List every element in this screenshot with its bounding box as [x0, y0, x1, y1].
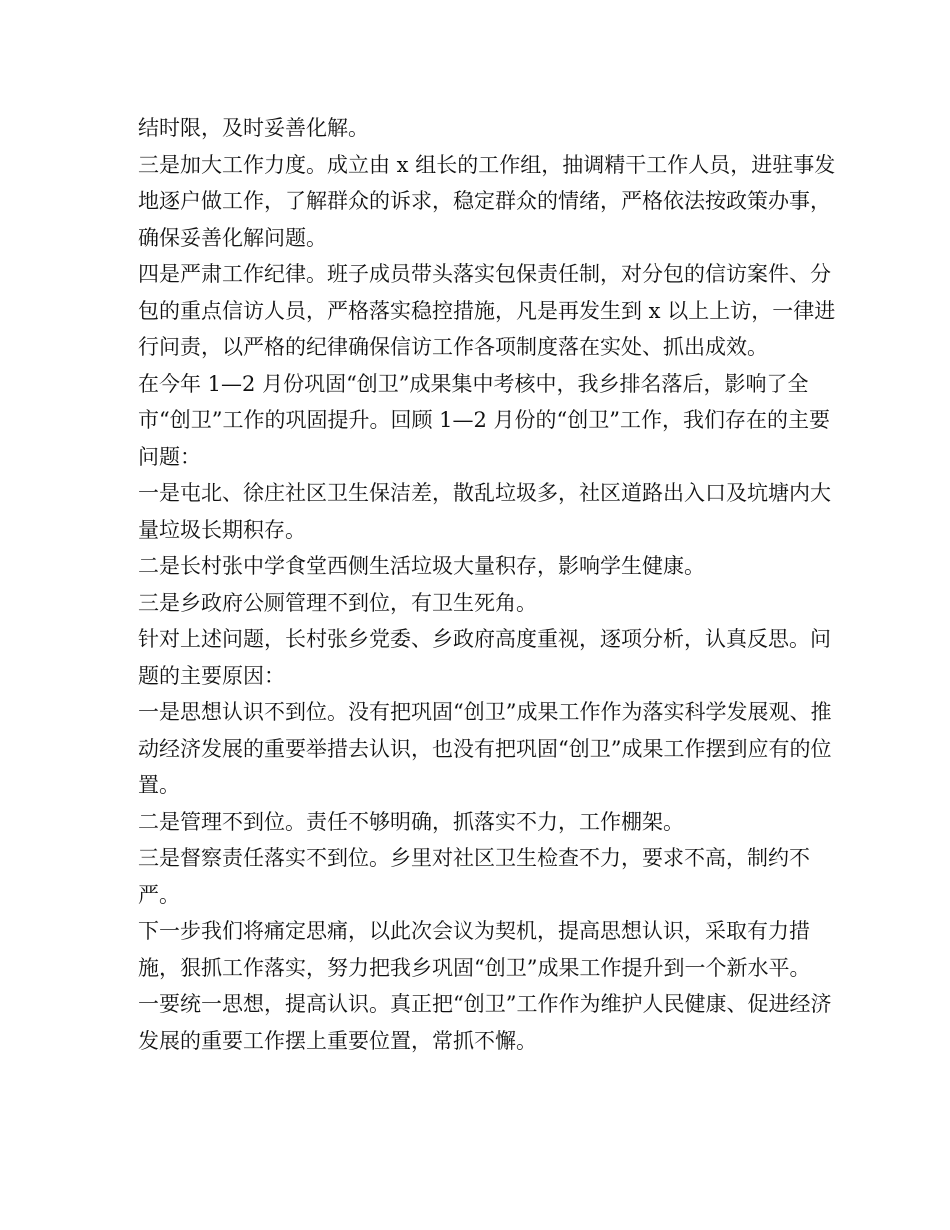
- paragraph: 一是屯北、徐庄社区卫生保洁差，散乱垃圾多，社区道路出入口及坑塘内大量垃圾长期积存。: [138, 481, 831, 542]
- paragraph: 二是管理不到位。责任不够明确，抓落实不力，工作棚架。: [138, 809, 684, 834]
- paragraph: 四是严肃工作纪律。班子成员带头落实包保责任制，对分包的信访案件、分包的重点信访人员，严格落实稳控措施，凡是再发生到 x 以上上访，一律进行问责，以严格的纪律确保信访工作各项制度落在实处、抓出成效。: [138, 262, 836, 359]
- paragraph: 下一步我们将痛定思痛，以此次会议为契机，提高思想认识，采取有力措施，狠抓工作落实，努力把我乡巩固“创卫”成果工作提升到一个新水平。: [138, 919, 811, 980]
- paragraph: 三是乡政府公厕管理不到位，有卫生死角。: [138, 590, 537, 615]
- paragraph: 一要统一思想，提高认识。真正把“创卫”工作作为维护人民健康、促进经济发展的重要工作摆上重要位置，常抓不懈。: [138, 992, 832, 1053]
- paragraph: 在今年 1—2 月份巩固“创卫”成果集中考核中，我乡排名落后，影响了全市“创卫”工作的巩固提升。回顾 1—2 月份的“创卫”工作，我们存在的主要问题：: [138, 371, 831, 469]
- paragraph: 二是长村张中学食堂西侧生活垃圾大量积存，影响学生健康。: [138, 554, 705, 578]
- paragraph: 针对上述问题，长村张乡党委、乡政府高度重视，逐项分析，认真反思。问题的主要原因：: [138, 627, 831, 688]
- paragraph: 一是思想认识不到位。没有把巩固“创卫”成果工作作为落实科学发展观、推动经济发展的重要举措去认识，也没有把巩固“创卫”成果工作摆到应有的位置。: [138, 700, 832, 797]
- paragraph: 三是督察责任落实不到位。乡里对社区卫生检查不力，要求不高，制约不严。: [138, 846, 810, 907]
- paragraph: 三是加大工作力度。成立由 x 组长的工作组，抽调精干工作人员，进驻事发地逐户做工作，了解群众的诉求，稳定群众的情绪，严格依法按政策办事，确保妥善化解问题。: [138, 152, 836, 250]
- document-body: [138, 110, 838, 1059]
- paragraph: 结时限，及时妥善化解。: [138, 116, 369, 140]
